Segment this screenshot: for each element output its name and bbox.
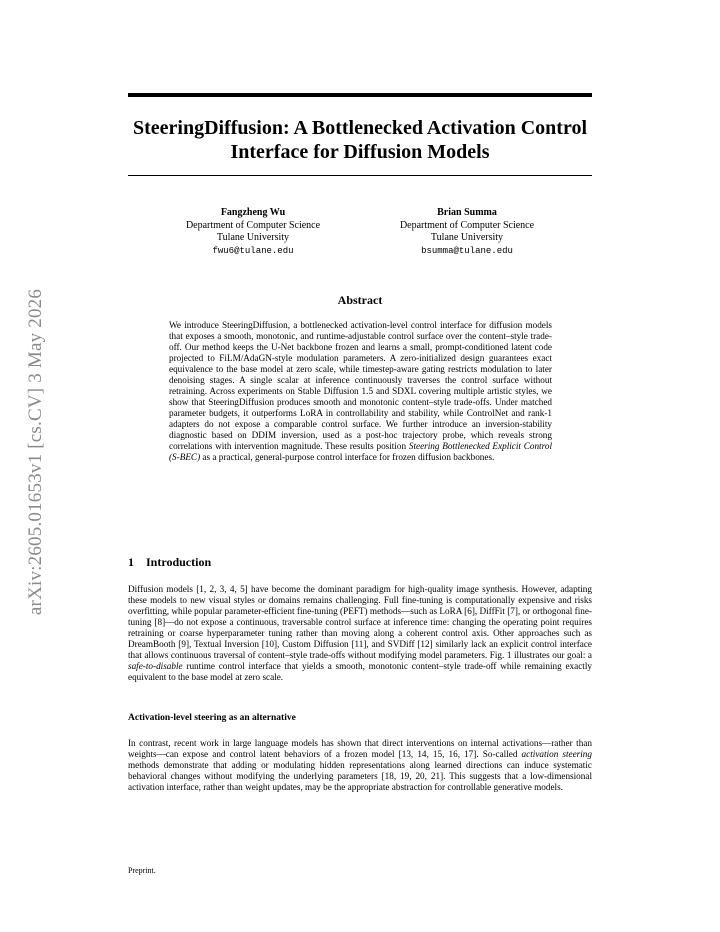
author-block-2	[367, 207, 567, 257]
arxiv-stamp: arXiv:2605.01653v1 [cs.CV] 3 May 2026	[25, 288, 46, 616]
emphasis-text: safe-to-disable	[128, 661, 183, 671]
intro-paragraph-1	[128, 584, 592, 683]
abstract-tail: as a practical, general-purpose control interface for frozen diffusion backbones.	[200, 452, 495, 462]
abstract-body	[169, 320, 552, 463]
paragraph-text: Diffusion models [1, 2, 3, 4, 5] have become the dominant paradigm for high-quality image synthesis. However, adapting these models to new visual styles or domains remains challenging. Full fine-tuning is computationally expensive and risks overfitting, while popular parameter-efficient fine-tuning (PEFT) methods—such as LoRA [6], DiffFit [7], or orthogonal fine-tuning [8]—do not expose a continuous, traversable control surface at inference time: changing the operating point requires retraining or coarse hyperparameter tuning rather than moving along a coherent control axis. Other approaches such as DreamBooth [9], Textual Inversion [10], Custom Diffusion [11], and SVDiff [12] similarly lack an explicit control interface that allows continuous traversal of content–style trade-offs without modifying model parameters. Fig. 1 illustrates our goal: a	[128, 584, 592, 660]
author-email: bsumma@tulane.edu	[421, 245, 513, 256]
emphasis-text: activation steering	[521, 749, 592, 759]
section-heading	[128, 555, 211, 570]
section-number: 1	[128, 555, 134, 569]
paragraph-text: In contrast, recent work in large language models has shown that direct interventions on internal activations—rather than weights—can expose and control latent behaviors of a frozen model [13, 14, 15, 16, 17]. So-called	[128, 738, 592, 759]
paragraph-text: methods demonstrate that adding or modulating hidden representations along learned directions can induce systematic behavioral changes without modifying the underlying parameters [18, 19, 20, 21]. This suggests that a low-dimensional activation interface, rather than weight updates, may be the appropriate abstraction for controllable generative models.	[128, 760, 592, 792]
abstract-text: We introduce SteeringDiffusion, a bottlenecked activation-level control interface for diffusion models that exposes a smooth, monotonic, and runtime-adjustable control surface over the content–style trade-off. Our method keeps the U-Net backbone frozen and learns a small, prompt-conditioned latent code projected to FiLM/AdaGN-style modulation parameters. A zero-initialized design guarantees exact equivalence to the base model at zero scale, while timestep-aware gating restricts modulation to later denoising stages. A single scalar at inference continuously traverses the control surface without retraining. Across experiments on Stable Diffusion 1.5 and SDXL covering multiple artistic styles, we show that SteeringDiffusion produces smooth and monotonic content–style trade-offs. Under matched parameter budgets, it outperforms LoRA in controllability and stability, while ControlNet and rank-1 adapters do not expose a comparable control surface. We further introduce an inversion-stability diagnostic based on DDIM inversion, used as a post-hoc trajectory probe, which reveals strong correlations with intervention magnitude. These results position	[169, 320, 552, 451]
author-university: Tulane University	[216, 232, 290, 243]
author-department: Department of Computer Science	[185, 219, 321, 231]
title-bottom-rule	[128, 175, 592, 176]
abstract-heading: Abstract	[337, 293, 383, 307]
section-title: Introduction	[146, 555, 212, 569]
author-name: Brian Summa	[437, 207, 497, 218]
paragraph-text: runtime control interface that yields a smooth, monotonic content–style trade-off while remaining exactly equivalent to the base model at zero scale.	[128, 661, 592, 682]
subsection-heading: Activation-level steering as an alternative	[128, 713, 296, 723]
author-email: fwu6@tulane.edu	[212, 245, 294, 256]
author-name: Fangzheng Wu	[220, 207, 286, 218]
intro-paragraph-2	[128, 738, 592, 793]
paper-title: SteeringDiffusion: A Bottlenecked Activation Control Interface for Diffusion Models	[132, 117, 588, 163]
footer-note: Preprint.	[128, 866, 156, 875]
title-top-rule	[128, 93, 592, 97]
author-university: Tulane University	[430, 232, 504, 243]
author-department: Department of Computer Science	[399, 219, 535, 231]
author-block-1	[153, 207, 353, 257]
abstract-emphasis: Steering Bottlenecked Explicit Control (S-BEC)	[169, 441, 552, 462]
